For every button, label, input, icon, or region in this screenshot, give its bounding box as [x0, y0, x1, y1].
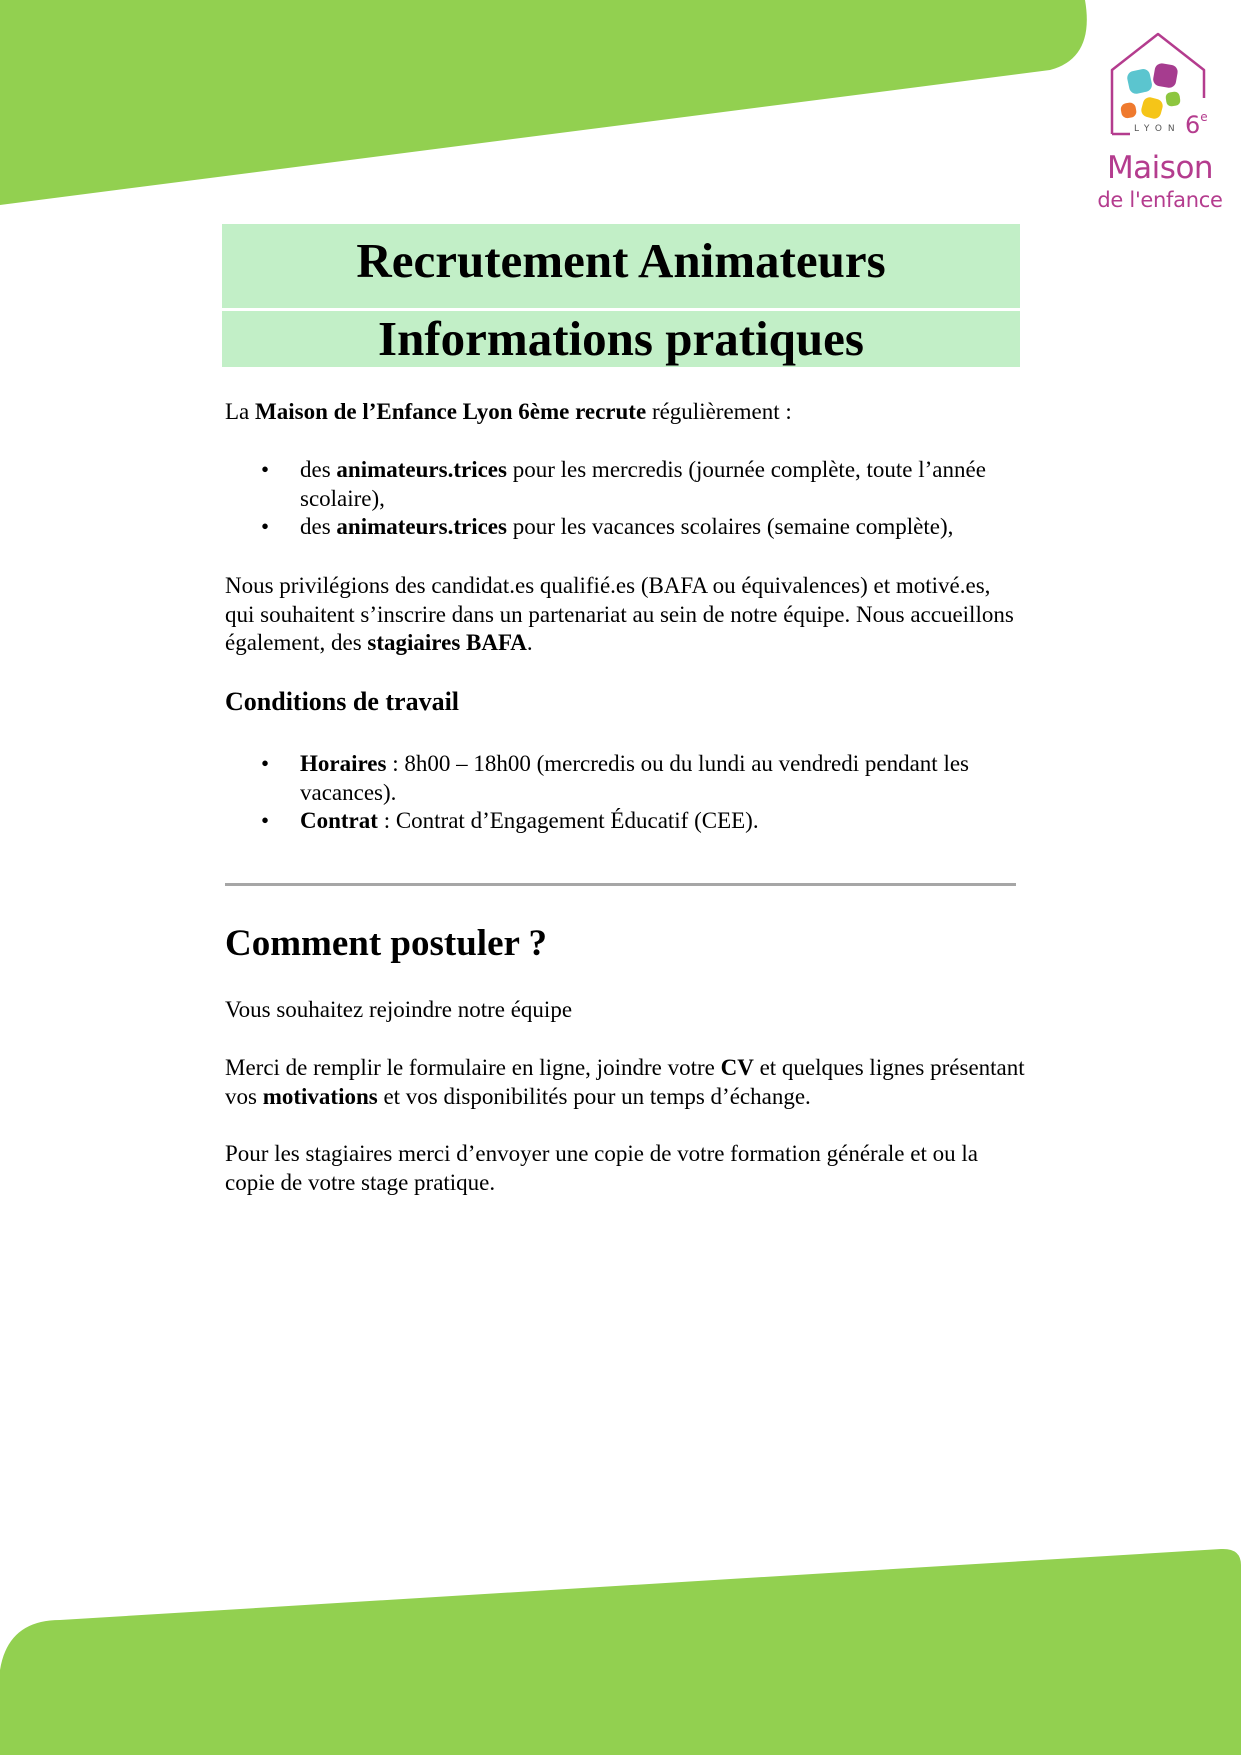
- organization-name: Maison de l’Enfance Lyon 6ème recrute: [255, 399, 647, 424]
- apply-intro-paragraph: Vous souhaitez rejoindre notre équipe: [225, 997, 573, 1022]
- intro-section: [225, 398, 1025, 427]
- bullet-icon: •: [261, 514, 270, 539]
- conditions-heading: Conditions de travail: [225, 687, 460, 716]
- bullet-icon: •: [261, 808, 270, 833]
- list-item: • des animateurs.trices pour les vacances scolaires (semaine complète),: [225, 513, 1025, 542]
- bullet-icon: •: [261, 751, 270, 776]
- logo-name-line2: de l'enfance: [1097, 188, 1223, 212]
- logo-city: LYON: [1134, 124, 1181, 134]
- intro-paragraph: La Maison de l’Enfance Lyon 6ème recrute régulièrement :: [225, 399, 792, 424]
- bullet-icon: •: [261, 457, 270, 482]
- logo-name-line1: Maison: [1106, 150, 1214, 186]
- conditions-section: [225, 688, 1025, 717]
- apply-interns-paragraph: Pour les stagiaires merci d’envoyer une copie de votre formation générale et ou la copie de votre stage pratique.: [225, 1141, 978, 1195]
- apply-interns-section: [225, 1140, 1025, 1197]
- apply-instructions-section: [225, 1054, 1025, 1111]
- apply-instructions-paragraph: Merci de remplir le formulaire en ligne, joindre votre CV et quelques lignes présentant vos motivations et vos disponibilités pour un temps d’échange.: [225, 1055, 1025, 1109]
- list-item: • Horaires : 8h00 – 18h00 (mercredis ou du lundi au vendredi pendant les vacances).: [261, 751, 969, 805]
- page-subtitle: Informations pratiques: [222, 311, 1020, 367]
- title-block: [222, 224, 1020, 367]
- apply-intro-section: [225, 996, 1025, 1025]
- top-green-band: [0, 0, 1241, 210]
- section-divider: [225, 883, 1016, 886]
- apply-heading: Comment postuler ?: [225, 923, 548, 964]
- conditions-list: [225, 750, 1025, 836]
- conditions-list-section: [225, 750, 1025, 836]
- profile-paragraph: Nous privilégions des candidat.es qualifié.es (BAFA ou équivalences) et motivé.es, qui souhaitent s’inscrire dans un partenariat au sein de notre équipe. Nous accueillons également, des stagiaires BAFA.: [225, 573, 1014, 655]
- logo-arrondissement: 6e: [1185, 110, 1208, 139]
- recruit-list-section: [225, 456, 1025, 542]
- apply-section: [225, 922, 1025, 966]
- profile-section: [225, 572, 1025, 658]
- maison-enfance-logo: [1090, 28, 1230, 218]
- bottom-green-band: [0, 1540, 1241, 1755]
- page-title: Recrutement Animateurs: [222, 224, 1020, 308]
- list-item: • Contrat : Contrat d’Engagement Éducatif (CEE).: [225, 807, 1025, 836]
- list-item: • des animateurs.trices pour les mercredis (journée complète, toute l’année scolaire),: [261, 457, 986, 511]
- recruit-list: [225, 456, 1025, 542]
